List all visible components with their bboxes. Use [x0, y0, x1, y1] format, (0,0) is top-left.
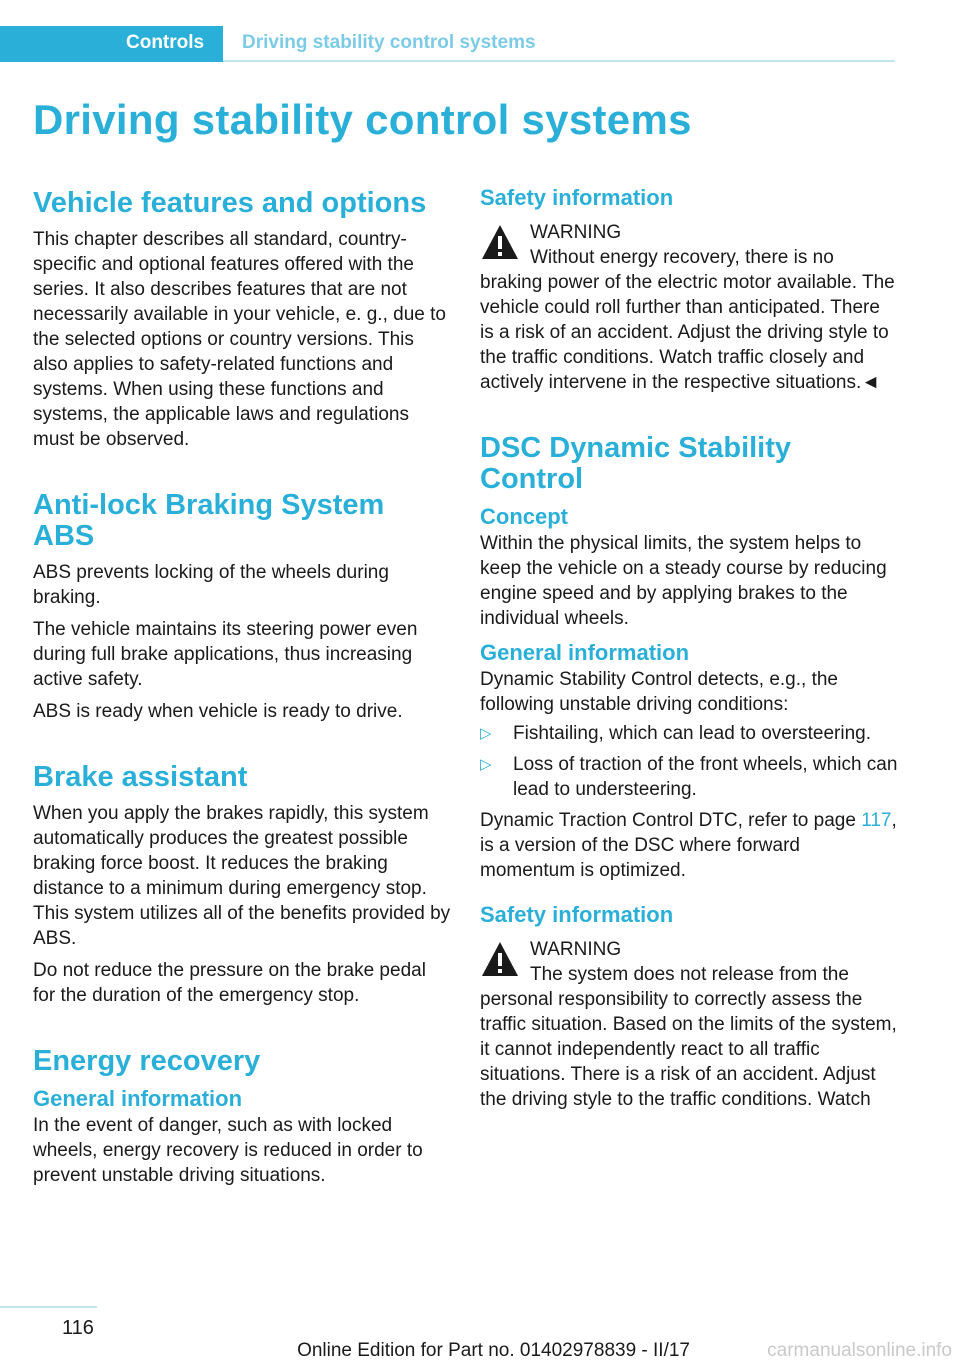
- section-heading-brake-assistant: Brake assistant: [33, 761, 248, 793]
- paragraph: Do not reduce the pressure on the brake pedal for the duration of the emergency stop.: [33, 960, 426, 1006]
- warning-label: WARNING: [530, 939, 622, 960]
- page-number: 116: [62, 1317, 94, 1339]
- paragraph: This chapter describes all standard, country-specific and optional features offered with the series. It also describes features that are not necessarily available in your vehicle, e. g., due to the selected options or country versions. This also applies to safety-related functions and systems. When using these functions and systems, the applicable laws and regulations must be observed.: [33, 229, 446, 450]
- paragraph-dtc-reference: [480, 808, 898, 883]
- page-link[interactable]: 117: [861, 810, 892, 831]
- left-column: [33, 184, 451, 1188]
- header-tab-label: Controls: [126, 32, 205, 53]
- subheading-safety-information: Safety information: [480, 185, 674, 210]
- dtc-text-pre: Dynamic Traction Control DTC, refer to page: [480, 810, 862, 831]
- subheading-safety-information: Safety information: [480, 902, 674, 927]
- warning-text: Without energy recovery, there is no braking power of the electric motor available. The vehicle could roll further than anticipated. There is a risk of an accident. Adjust the driving style to the traffic conditions. Watch traffic closely and actively intervene in the respective situations.◄: [480, 247, 895, 393]
- paragraph: ABS prevents locking of the wheels during braking.: [33, 562, 389, 608]
- section-heading-energy-recovery: Energy recovery: [33, 1045, 261, 1077]
- bullet-list: [480, 721, 898, 802]
- right-column: [480, 184, 898, 1112]
- page-title: Driving stability control systems: [33, 96, 692, 143]
- list-item: [480, 752, 898, 802]
- header-section-label: Driving stability control systems: [242, 32, 536, 53]
- section-heading-dsc: DSC Dynamic Stability Control: [480, 432, 792, 495]
- section-heading-vehicle-features: Vehicle features and options: [33, 187, 427, 219]
- subheading-general-information: General information: [33, 1086, 243, 1111]
- warning-triangle-icon: [480, 222, 520, 262]
- warning-triangle-icon: [480, 939, 520, 979]
- warning-label: WARNING: [530, 222, 622, 243]
- paragraph: In the event of danger, such as with locked wheels, energy recovery is reduced in order to prevent unstable driving situations.: [33, 1115, 423, 1186]
- subheading-concept: Concept: [480, 504, 568, 529]
- warning-text: The system does not release from the personal responsibility to correctly assess the traffic situation. Based on the limits of the system, it cannot independently react to all traffic situations. There is a risk of an accident. Adjust the driving style to the traffic conditions. Watch: [480, 964, 897, 1110]
- list-item-text: Fishtailing, which can lead to oversteering.: [513, 723, 872, 744]
- subheading-general-information: General information: [480, 640, 690, 665]
- warning-block: [480, 937, 898, 1112]
- list-item: [480, 721, 898, 746]
- section-heading-abs: Anti-lock Braking System ABS: [33, 489, 385, 552]
- paragraph: ABS is ready when vehicle is ready to drive.: [33, 701, 403, 722]
- triangle-bullet-icon: ▷: [480, 756, 492, 773]
- paragraph: Dynamic Stability Control detects, e.g., the following unstable driving conditions:: [480, 669, 838, 715]
- edition-note: Online Edition for Part no. 01402978839 - II/17: [297, 1340, 690, 1361]
- paragraph: Within the physical limits, the system helps to keep the vehicle on a steady course by reducing engine speed and by applying brakes to the individual wheels.: [480, 533, 887, 629]
- watermark: carmanualsonline.info: [767, 1340, 952, 1361]
- warning-block: [480, 220, 898, 395]
- header-rule: [223, 60, 895, 62]
- paragraph: The vehicle maintains its steering power even during full brake applications, thus increasing active safety.: [33, 619, 418, 690]
- list-item-text: Loss of traction of the front wheels, which can lead to understeering.: [513, 754, 898, 800]
- paragraph: When you apply the brakes rapidly, this system automatically produces the greatest possible braking force boost. It reduces the braking distance to a minimum during emergency stop. This system utilizes all of the benefits provided by ABS.: [33, 803, 451, 949]
- triangle-bullet-icon: ▷: [480, 725, 492, 742]
- dtc-text-post: , is a version of the DSC where forward momentum is optimized.: [480, 810, 897, 881]
- footer-rule: [0, 1306, 97, 1308]
